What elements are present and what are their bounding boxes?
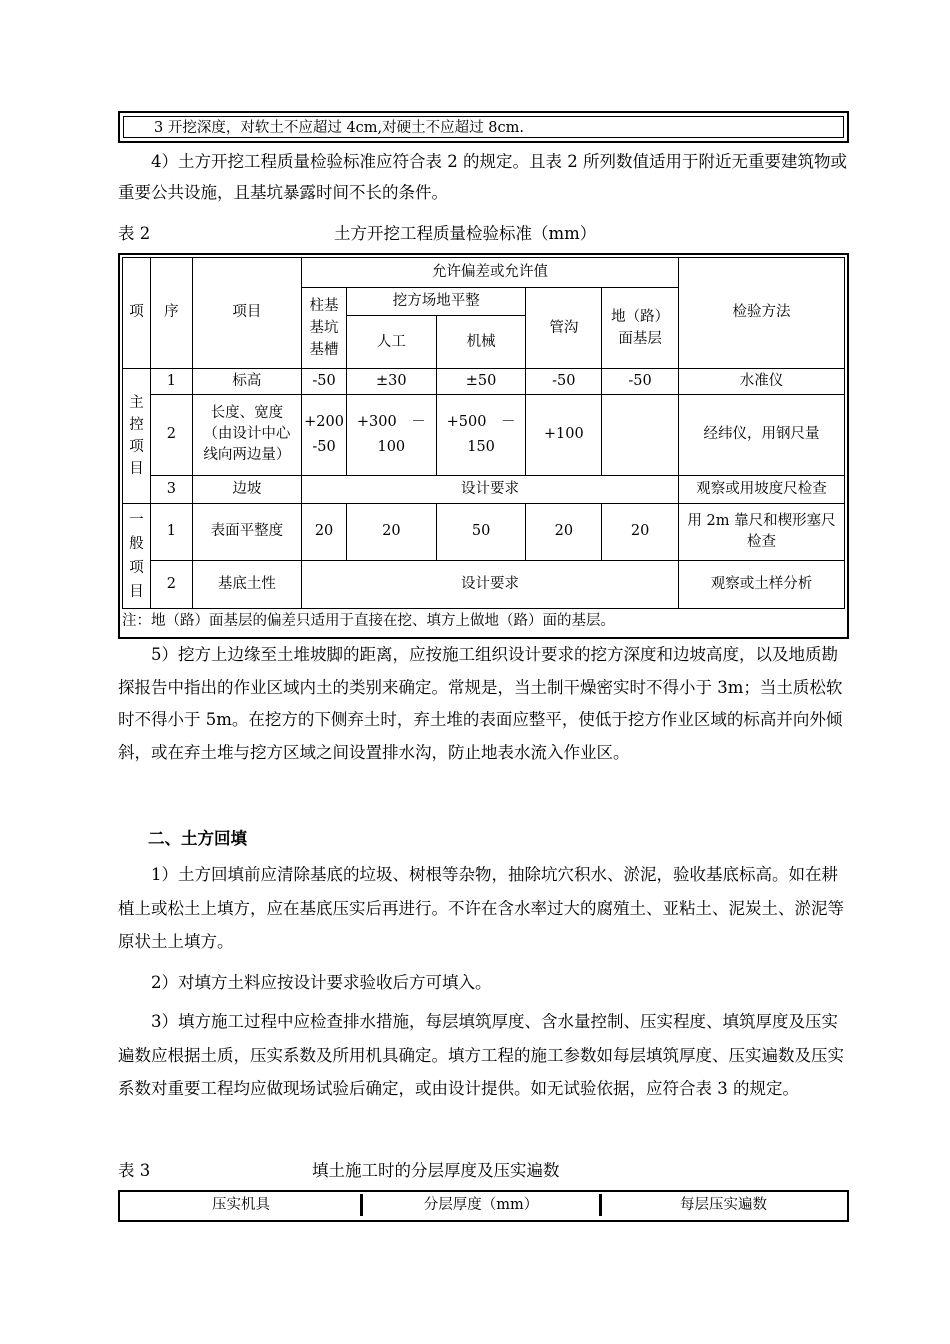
- table-cell: 3: [150, 475, 192, 503]
- table-cell: 1: [150, 504, 192, 560]
- table-cell: 2: [150, 395, 192, 476]
- top-note-text: 3 开挖深度，对软土不应超过 4cm,对硬土不应超过 8cm.: [154, 120, 524, 136]
- header-allowance: 允许偏差或允许值: [302, 258, 679, 288]
- table-cell: 水准仪: [678, 368, 844, 394]
- table-cell: 标高: [192, 368, 301, 394]
- table-cell: 设计要求: [302, 560, 679, 608]
- table-cell: 观察或土样分析: [678, 560, 844, 608]
- header-column-foundation: 柱基 基坑 基槽: [302, 288, 347, 369]
- table-cell: 20: [302, 504, 347, 560]
- header-pipe-trench: 管沟: [526, 288, 602, 369]
- table3-header-passes: 每层压实遍数: [680, 1197, 767, 1213]
- table-cell: +500 － 150: [436, 395, 526, 476]
- table2-note: 注：地（路）面基层的偏差只适用于直接在挖、填方上做地（路）面的基层。: [122, 613, 615, 629]
- table-cell: [602, 395, 679, 476]
- header-xiang: 项: [123, 258, 151, 369]
- fill-paragraph-2: 2）对填方土料应按设计要求验收后方可填入。: [151, 973, 492, 992]
- section-heading-backfill: 二、土方回填: [148, 829, 247, 848]
- header-method: 检验方法: [678, 258, 844, 369]
- table-cell: 50: [436, 504, 526, 560]
- header-manual: 人工: [346, 316, 436, 368]
- table-cell: 观察或用坡度尺检查: [678, 475, 844, 503]
- group-main-control: 主 控 项 目: [123, 368, 151, 503]
- table-cell: ±30: [346, 368, 436, 394]
- top-note-box: [118, 111, 849, 143]
- table-cell: 用 2m 靠尺和楔形塞尺 检查: [678, 504, 844, 560]
- table-cell: 边坡: [192, 475, 301, 503]
- header-machine: 机械: [436, 316, 526, 368]
- fill-paragraph-3: 3）填方施工过程中应检查排水措施，每层填筑厚度、含水量控制、压实程度、填筑厚度及压实遍数应根据土质，压实系数及所用机具确定。填方工程的施工参数如每层填筑厚度、压实遍数及压实系数对重要工程均应做现场试验后确定，或由设计提供。如无试验依据，应符合表 3 的规定。: [118, 1012, 844, 1098]
- table-cell: +200 -50: [302, 395, 347, 476]
- table-cell: 长度、宽度 （由设计中心 线向两边量）: [192, 395, 301, 476]
- table3-title: 填土施工时的分层厚度及压实遍数: [312, 1161, 560, 1180]
- fill-paragraph-1: 1）土方回填前应清除基底的垃圾、树根等杂物，抽除坑穴积水、淤泥，验收基底标高。如在耕植上或松土上填方，应在基底压实后再进行。不许在含水率过大的腐殖土、亚粘土、泥炭土、淤泥等原状土上填方。: [118, 865, 844, 951]
- table3-header-machine: 压实机具: [122, 1194, 363, 1216]
- table-cell: 20: [526, 504, 602, 560]
- header-road-base: 地（路） 面基层: [602, 288, 679, 369]
- header-item: 项目: [192, 258, 301, 369]
- group-general: 一 般 项 目: [123, 504, 151, 609]
- paragraph-5: 5）挖方上边缘至土堆坡脚的距离，应按施工组织设计要求的挖方深度和边坡高度，以及地质勘探报告中指出的作业区域内土的类别来确定。常规是，当土制干燥密实时不得小于 3m；当土质松软时不得小于 5m。在挖方的下侧弃土时，弃土堆的表面应整平，使低于挖方作业区域的标高并向外倾斜，或在弃土堆与挖方区域之间设置排水沟，防止地表水流入作业区。: [118, 645, 843, 762]
- header-xu: 序: [150, 258, 192, 369]
- header-site-leveling: 挖方场地平整: [346, 288, 526, 316]
- table-cell: 2: [150, 560, 192, 608]
- table2-title: 土方开挖工程质量检验标准（mm）: [334, 224, 597, 243]
- table2-label: 表 2: [118, 224, 151, 243]
- table-cell: -50: [302, 368, 347, 394]
- table3-header-layer-thickness: 分层厚度（mm）: [363, 1194, 602, 1216]
- table-cell: 经纬仪，用钢尺量: [678, 395, 844, 476]
- table-cell: ±50: [436, 368, 526, 394]
- table-cell: 表面平整度: [192, 504, 301, 560]
- table-cell: +300 － 100: [346, 395, 436, 476]
- table2: [118, 253, 849, 639]
- paragraph-4: 4）土方开挖工程质量检验标准应符合表 2 的规定。且表 2 所列数值适用于附近无重要建筑物或重要公共设施，且基坑暴露时间不长的条件。: [118, 152, 847, 202]
- table-cell: 1: [150, 368, 192, 394]
- table-cell: 20: [602, 504, 679, 560]
- table-cell: -50: [526, 368, 602, 394]
- table-cell: 20: [346, 504, 436, 560]
- table-cell: 设计要求: [302, 475, 679, 503]
- table3-label: 表 3: [118, 1161, 151, 1180]
- table-cell: 基底土性: [192, 560, 301, 608]
- table-cell: +100: [526, 395, 602, 476]
- table3: [118, 1190, 849, 1222]
- table-cell: -50: [602, 368, 679, 394]
